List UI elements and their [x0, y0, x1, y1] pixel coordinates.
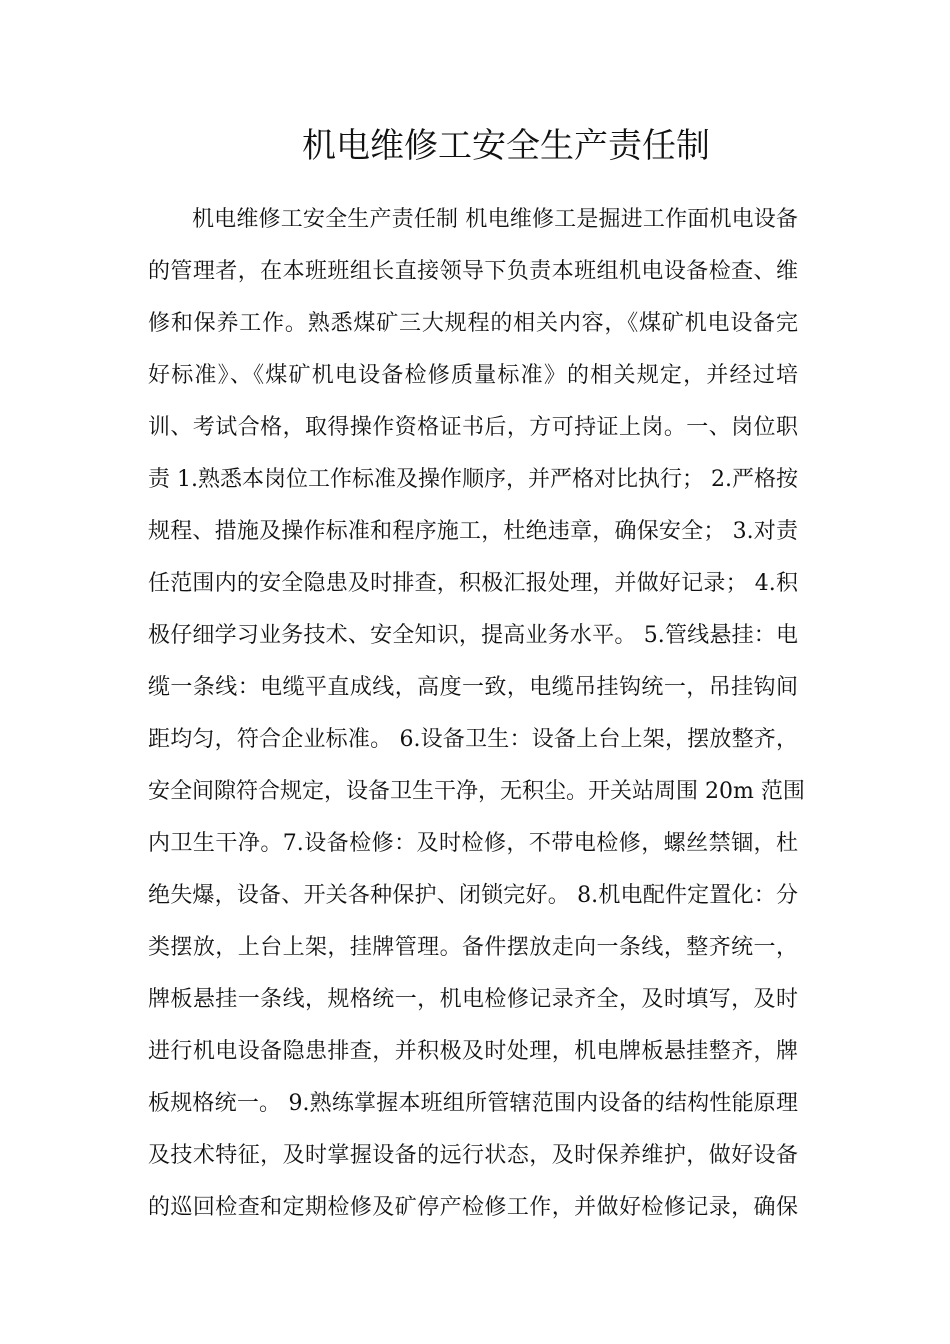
body-line: 距均匀，符合企业标准。 6.设备卫生：设备上台上架，摆放整齐，: [148, 727, 798, 752]
body-line: 缆一条线：电缆平直成线，高度一致，电缆吊挂钩统一，吊挂钩间: [148, 675, 798, 700]
body-line: 牌板悬挂一条线，规格统一，机电检修记录齐全，及时填写，及时: [148, 987, 798, 1012]
body-line: 好标准》、《煤矿机电设备检修质量标准》的相关规定，并经过培: [148, 363, 798, 388]
body-line: 进行机电设备隐患排查，并积极及时处理，机电牌板悬挂整齐，牌: [148, 1039, 798, 1064]
body-line: 内卫生干净。7.设备检修：及时检修，不带电检修，螺丝禁锢，杜: [148, 831, 798, 856]
body-line: 的巡回检查和定期检修及矿停产检修工作，并做好检修记录，确保: [148, 1195, 798, 1220]
body-line: 修和保养工作。熟悉煤矿三大规程的相关内容，《煤矿机电设备完: [148, 311, 798, 336]
body-line: 类摆放，上台上架，挂牌管理。备件摆放走向一条线，整齐统一，: [148, 935, 798, 960]
body-line: 的管理者，在本班班组长直接领导下负责本班组机电设备检查、维: [148, 259, 798, 284]
document-title: 机电维修工安全生产责任制: [302, 126, 710, 166]
body-line: 规程、措施及操作标准和程序施工，杜绝违章，确保安全； 3.对责: [148, 519, 798, 544]
body-line: 极仔细学习业务技术、安全知识，提高业务水平。 5.管线悬挂：电: [148, 623, 798, 648]
body-line: 责 1.熟悉本岗位工作标准及操作顺序，并严格对比执行； 2.严格按: [148, 467, 798, 492]
body-line: 任范围内的安全隐患及时排查，积极汇报处理，并做好记录； 4.积: [148, 571, 798, 596]
body-line: 训、考试合格，取得操作资格证书后，方可持证上岗。一、岗位职: [148, 415, 798, 440]
body-line: 板规格统一。 9.熟练掌握本班组所管辖范围内设备的结构性能原理: [148, 1091, 798, 1116]
body-line: 及技术特征，及时掌握设备的远行状态，及时保养维护，做好设备: [148, 1143, 798, 1168]
body-line: 安全间隙符合规定，设备卫生干净，无积尘。开关站周围 20m 范围: [148, 779, 805, 804]
body-line: 机电维修工安全生产责任制 机电维修工是掘进工作面机电设备: [192, 207, 798, 232]
body-line: 绝失爆，设备、开关各种保护、闭锁完好。 8.机电配件定置化：分: [148, 883, 798, 908]
